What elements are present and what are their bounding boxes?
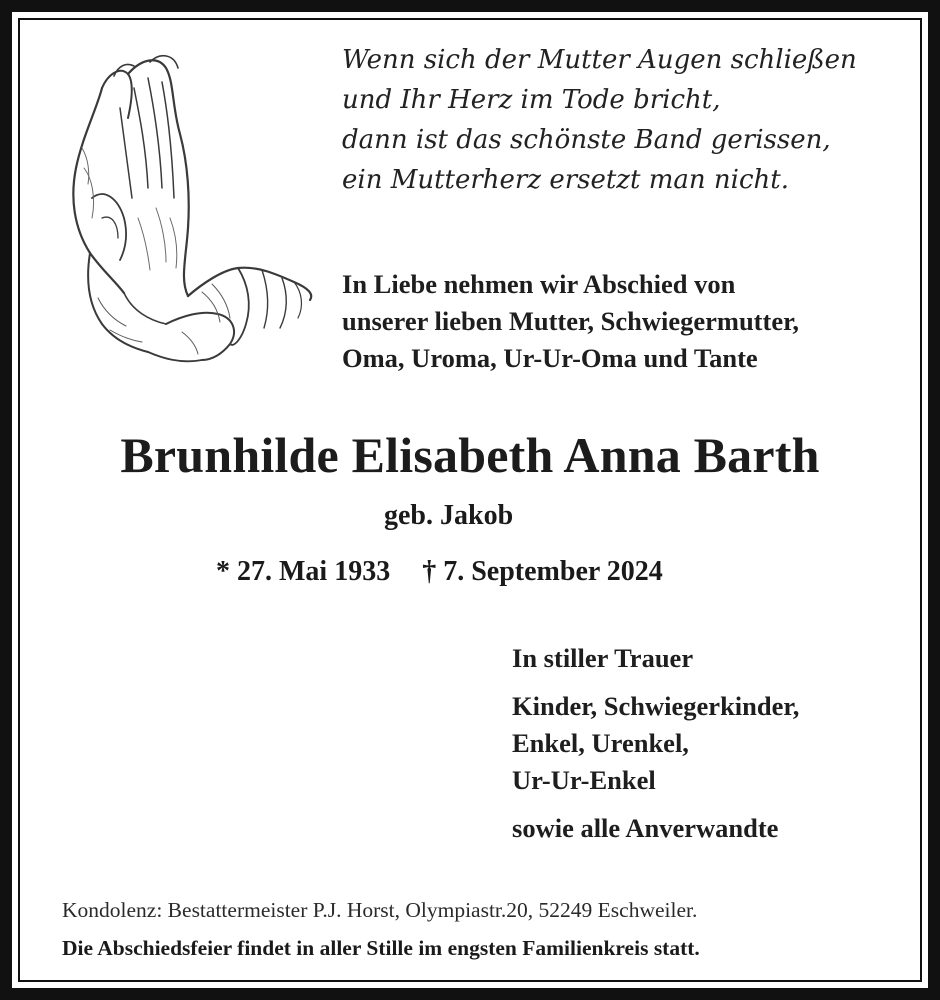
family-line: Enkel, Urenkel, [512, 728, 689, 758]
family-line: Ur-Ur-Enkel [512, 765, 656, 795]
ceremony-note: Die Abschiedsfeier findet in aller Stille im engsten Familienkreis statt. [62, 936, 700, 960]
condolence-note: Kondolenz: Bestattermeister P.J. Horst, Olympiastr.20, 52249 Eschweiler. [62, 898, 698, 922]
intro-line: unserer lieben Mutter, Schwiegermutter, [342, 306, 800, 336]
praying-hands-icon [62, 48, 322, 378]
intro-line: Oma, Uroma, Ur-Ur-Oma und Tante [342, 343, 758, 373]
life-dates [216, 554, 663, 590]
poem-line: ein Mutterherz ersetzt man nicht. [342, 165, 789, 195]
farewell-intro [342, 266, 912, 377]
deceased-name: Brunhilde Elisabeth Anna Barth [120, 427, 820, 483]
poem-line: und Ihr Herz im Tode bricht, [342, 85, 721, 115]
poem [342, 40, 912, 200]
poem-line: Wenn sich der Mutter Augen schließen [342, 45, 857, 75]
intro-line: In Liebe nehmen wir Abschied von [342, 269, 736, 299]
mourners-block [512, 640, 799, 847]
mourning-heading: In stiller Trauer [512, 643, 694, 673]
maiden-name: geb. Jakob [384, 500, 514, 531]
death-date: † 7. September 2024 [422, 556, 663, 587]
relatives-line: sowie alle Anverwandte [512, 813, 779, 843]
poem-line: dann ist das schönste Band gerissen, [342, 125, 831, 155]
birth-date: * 27. Mai 1933 [216, 556, 391, 587]
family-line: Kinder, Schwiegerkinder, [512, 691, 800, 721]
